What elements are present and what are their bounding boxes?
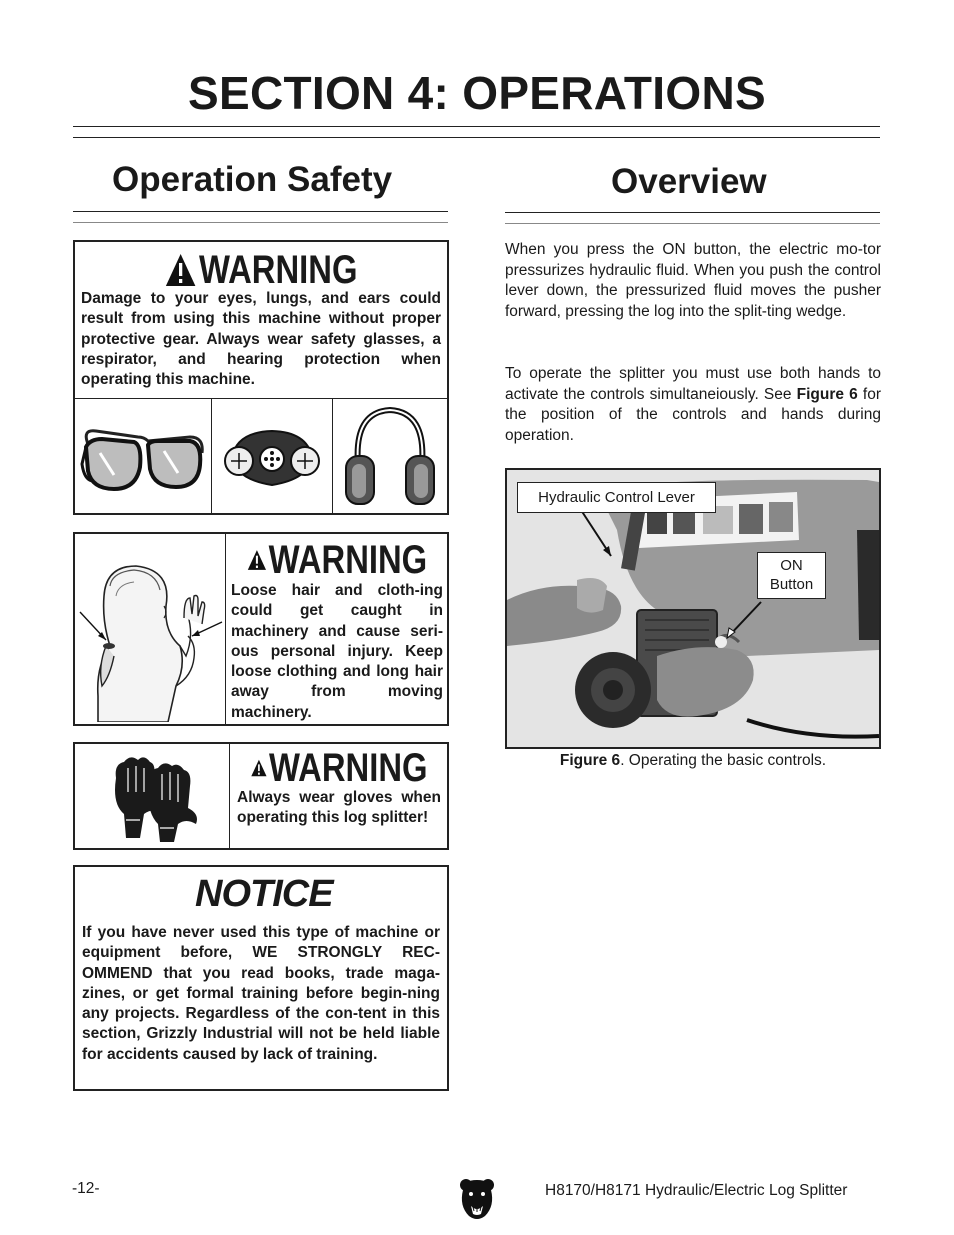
left-heading-rule-thin	[73, 222, 448, 223]
gloves-icon	[104, 748, 200, 844]
header-rule-top	[73, 126, 880, 127]
header-rule-bottom	[73, 137, 880, 138]
respirator-icon	[217, 417, 327, 497]
figure-6-caption: Figure 6. Operating the basic controls.	[559, 752, 827, 769]
notice-title: NOTICE	[195, 873, 333, 915]
warning-title: WARNING	[247, 538, 427, 582]
warning3-text-area	[231, 744, 447, 848]
warning-text-loose-clothing: Loose hair and cloth-ing could get caught in machinery and cause seri-ous personal injury. Keep loose clothing and long hair away from moving machinery.	[231, 582, 443, 721]
right-heading-rule	[505, 212, 880, 213]
warning-box-loose-clothing	[73, 532, 449, 726]
gloves-cell	[75, 744, 230, 848]
figure-6-photo	[505, 468, 881, 749]
long-hair-cell	[75, 534, 226, 724]
long-hair-person-icon	[76, 536, 224, 722]
notice-text: If you have never used this type of machine or equipment before, WE STRONGLY REC-OMMEND that you read books, trade maga-zines, or get formal training before begin-ning any projects. Regardless of the con-tent in this section, Grizzly Industrial will not be held liable for accidents caused by lack of training.	[82, 924, 440, 1063]
overview-paragraph-1: When you press the ON button, the electric mo-tor pressurizes hydraulic fluid. When you push the control lever down, the pressurized fluid moves the pusher forward, pressing the log into the split-ting wedge.	[505, 241, 881, 321]
warning-box-protective-gear	[73, 240, 449, 515]
ppe-icon-row	[75, 398, 447, 513]
section-title: SECTION 4: OPERATIONS	[188, 67, 766, 119]
warning-triangle-icon	[250, 750, 267, 786]
right-heading-rule-thin	[505, 223, 880, 224]
ear-protection-icon	[340, 404, 440, 510]
warning-text-gloves: Always wear gloves when operating this log splitter!	[237, 789, 441, 827]
warning-title: WARNING	[250, 746, 427, 790]
warning-triangle-icon	[247, 542, 267, 578]
warning-text-protective-gear: Damage to your eyes, lungs, and ears could result from using this machine without proper protective gear. Always wear safety glasses, a respirator, and hearing protection when operating this machine.	[81, 290, 441, 389]
warning-triangle-icon	[165, 252, 198, 288]
ear-protection-cell	[333, 399, 447, 514]
warning-box-gloves	[73, 742, 449, 850]
safety-glasses-cell	[75, 399, 212, 514]
warning-title: WARNING	[108, 248, 413, 292]
hydraulic-control-lever-callout: Hydraulic Control Lever	[517, 482, 716, 513]
warning2-text-area	[227, 534, 447, 724]
notice-box	[73, 865, 449, 1091]
on-button-callout: ON Button	[757, 552, 826, 599]
respirator-cell	[212, 399, 333, 514]
overview-heading: Overview	[611, 162, 767, 201]
page-number: -12-	[72, 1180, 100, 1197]
safety-glasses-icon	[78, 409, 208, 504]
operation-safety-heading: Operation Safety	[112, 160, 393, 199]
grizzly-bear-logo-icon	[459, 1176, 495, 1222]
footer-model-title: H8170/H8171 Hydraulic/Electric Log Splitter	[545, 1182, 848, 1199]
left-heading-rule	[73, 211, 448, 212]
overview-paragraph-2: To operate the splitter you must use both hands to activate the controls simultaneiously. See Figure 6 for the position of the controls and hands during operation.	[505, 365, 881, 445]
